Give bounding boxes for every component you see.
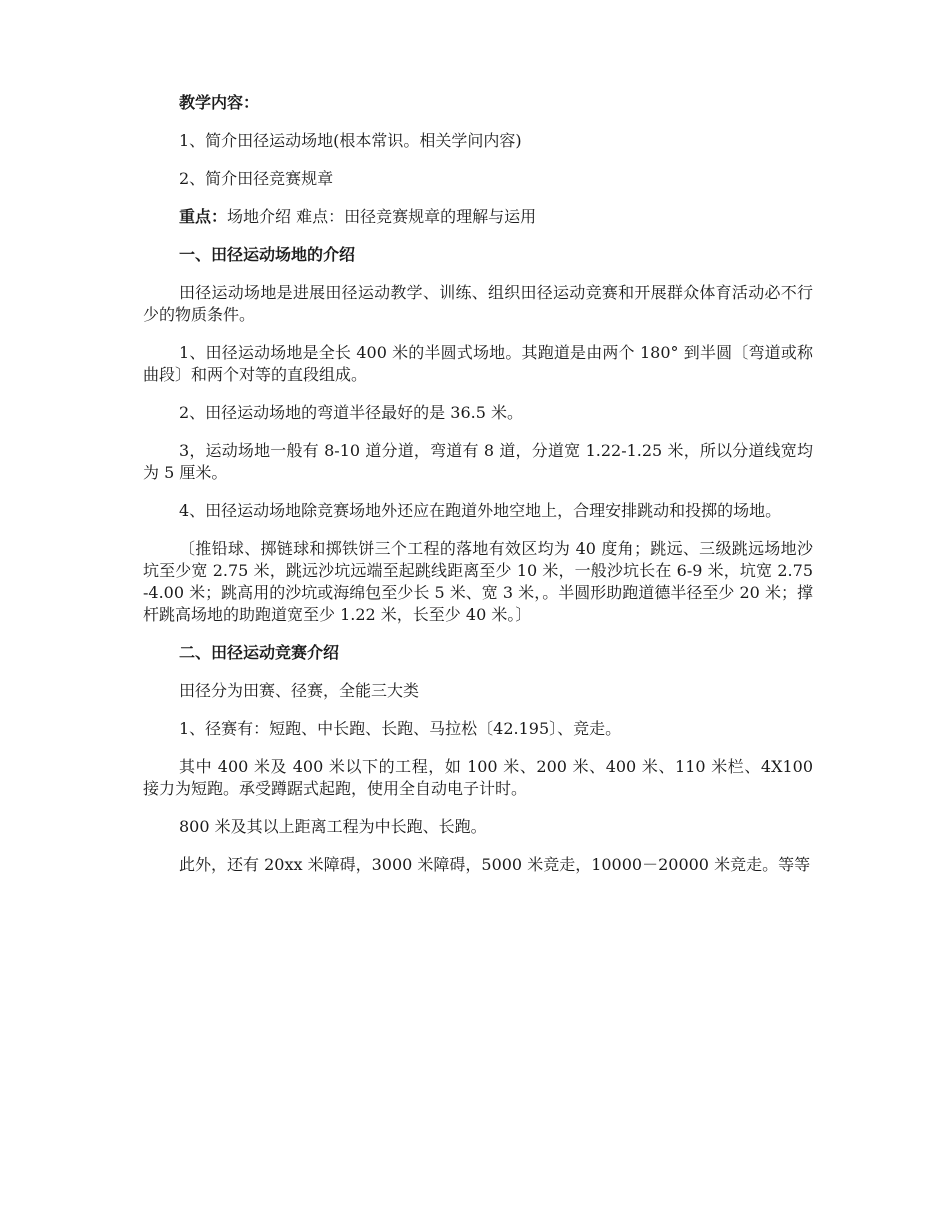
point-3-paragraph: 3，运动场地一般有 8-10 道分道，弯道有 8 道，分道宽 1.22-1.25 米，所以分道线宽均为 5 厘米。 <box>143 441 813 482</box>
middle-long-paragraph: 800 米及其以上距离工程为中长跑、长跑。 <box>179 817 487 836</box>
point-2-paragraph: 2、田径运动场地的弯道半径最好的是 36.5 米。 <box>179 403 523 422</box>
field-details-paragraph: 〔推铅球、掷链球和掷铁饼三个工程的落地有效区均为 40 度角；跳远、三级跳远场地沙坑至少宽 2.75 米，跳远沙坑远端至起跳线距离至少 10 米，一般沙坑长在 6-9 米，坑宽 2.75-4.00 米；跳高用的沙坑或海绵包至少长 5 米、宽 3 米，。半圆形助跑道德半径至少 20 米；撑杆跳高场地的助跑道宽至少 1.22 米，长至少 40 米。〕 <box>143 539 813 624</box>
point-4-paragraph: 4、田径运动场地除竞赛场地外还应在跑道外地空地上，合理安排跳动和投掷的场地。 <box>179 501 782 520</box>
categories-paragraph: 田径分为田赛、径赛，全能三大类 <box>179 681 420 700</box>
intro-paragraph: 田径运动场地是进展田径运动教学、训练、组织田径运动竞赛和开展群众体育活动必不行少的物质条件。 <box>143 283 813 324</box>
point-1-paragraph: 1、田径运动场地是全长 400 米的半圆式场地。其跑道是由两个 180° 到半圆〔弯道或称曲段〕和两个对等的直段组成。 <box>143 343 813 384</box>
list-item-2: 2、简介田径竞赛规章 <box>179 169 334 188</box>
teaching-content-label: 教学内容： <box>179 93 260 112</box>
section-1-heading: 一、田径运动场地的介绍 <box>179 245 356 264</box>
others-paragraph: 此外，还有 20xx 米障碍，3000 米障碍，5000 米竞走，10000－20000 米竞走。等等 <box>179 855 811 874</box>
list-item-1: 1、简介田径运动场地(根本常识。相关学问内容) <box>179 131 522 150</box>
track-events-paragraph: 1、径赛有：短跑、中长跑、长跑、马拉松〔42.195〕、竞走。 <box>179 719 622 738</box>
document-page <box>143 92 813 892</box>
key-points-line: 重点：场地介绍 难点：田径竞赛规章的理解与运用 <box>179 207 537 226</box>
section-2-heading: 二、田径运动竞赛介绍 <box>179 643 340 662</box>
sprints-paragraph: 其中 400 米及 400 米以下的工程，如 100 米、200 米、400 米、110 米栏、4X100 接力为短跑。承受蹲踞式起跑，使用全自动电子计时。 <box>143 757 813 798</box>
